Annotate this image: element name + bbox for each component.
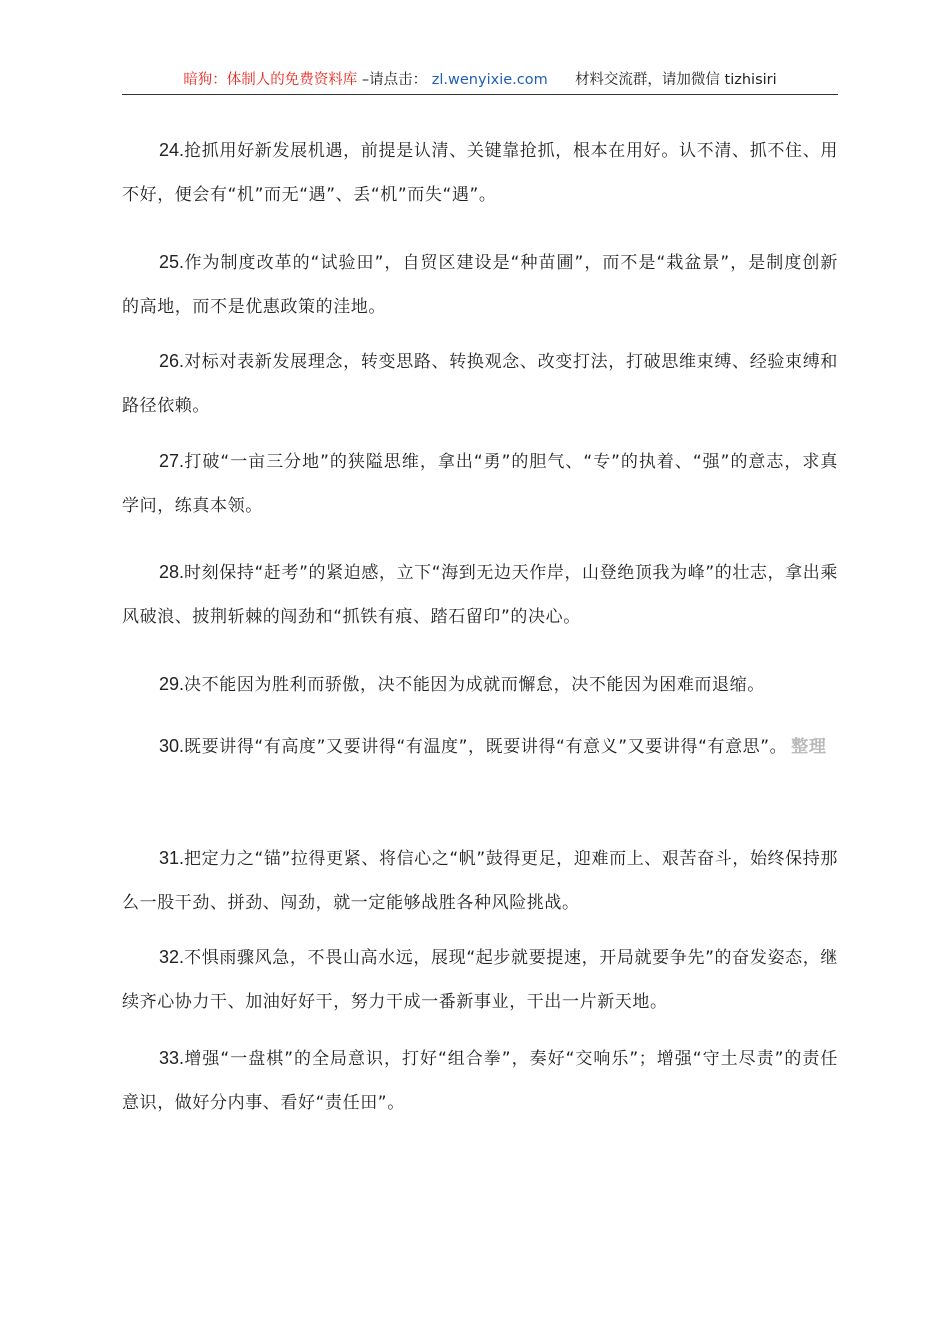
- paragraph-text: 抢抓用好新发展机遇，前提是认清、关键靠抢抓，根本在用好。认不清、抓不住、用不好，便会有“机”而无“遇”、丢“机”而失“遇”。: [122, 141, 838, 205]
- paragraph-text: 作为制度改革的“试验田”，自贸区建设是“种苗圃”，而不是“栽盆景”，是制度创新的高地，而不是优惠政策的洼地。: [122, 253, 838, 317]
- paragraph-24: [122, 128, 838, 217]
- header-brand: 暗狗：体制人的免费资料库: [183, 72, 358, 88]
- paragraph-text: 决不能因为胜利而骄傲，决不能因为成就而懈怠，决不能因为困难而退缩。: [184, 675, 765, 695]
- paragraph-26: [122, 339, 838, 428]
- paragraph-number: 33.: [159, 1048, 185, 1068]
- paragraph-number: 32.: [159, 947, 185, 967]
- paragraph-number: 29.: [159, 674, 185, 694]
- paragraph-number: 30.: [159, 736, 185, 756]
- paragraph-text: 增强“一盘棋”的全局意识，打好“组合拳”，奏好“交响乐”；增强“守土尽责”的责任意识，做好分内事、看好“责任田”。: [122, 1049, 838, 1113]
- paragraph-32: [122, 935, 838, 1024]
- paragraph-text: 对标对表新发展理念，转变思路、转换观念、改变打法，打破思维束缚、经验束缚和路径依赖。: [122, 352, 838, 416]
- paragraph-28: [122, 550, 838, 639]
- paragraph-text: 既要讲得“有高度”又要讲得“有温度”，既要讲得“有意义”又要讲得“有意思”。: [184, 737, 788, 757]
- paragraph-number: 26.: [159, 351, 185, 371]
- page-header: [122, 66, 838, 95]
- paragraph-number: 31.: [159, 848, 185, 868]
- header-url-link[interactable]: zl.wenyixie.com: [431, 72, 548, 88]
- paragraph-text: 把定力之“锚”拉得更紧、将信心之“帆”鼓得更足，迎难而上、艰苦奋斗，始终保持那么一股干劲、拼劲、闯劲，就一定能够战胜各种风险挑战。: [122, 849, 838, 913]
- paragraph-text: 不惧雨骤风急，不畏山高水远，展现“起步就要提速，开局就要争先”的奋发姿态，继续齐心协力干、加油好好干，努力干成一番新事业，干出一片新天地。: [122, 948, 838, 1012]
- paragraph-number: 25.: [159, 252, 185, 272]
- watermark-text: 整理: [791, 737, 827, 757]
- header-group-text: 材料交流群，请加微信 tizhisiri: [574, 72, 777, 88]
- paragraph-number: 27.: [159, 451, 185, 471]
- header-click-prefix: –请点击：: [361, 72, 428, 88]
- paragraph-25: [122, 240, 838, 329]
- paragraph-text: 打破“一亩三分地”的狭隘思维，拿出“勇”的胆气、“专”的执着、“强”的意志，求真学问，练真本领。: [122, 452, 838, 516]
- paragraph-text: 时刻保持“赶考”的紧迫感，立下“海到无边天作岸，山登绝顶我为峰”的壮志，拿出乘风破浪、披荆斩棘的闯劲和“抓铁有痕、踏石留印”的决心。: [122, 563, 838, 627]
- paragraph-27: [122, 439, 838, 528]
- paragraph-29: [122, 662, 838, 707]
- paragraph-number: 28.: [159, 562, 185, 582]
- paragraph-30: [122, 724, 838, 769]
- paragraph-number: 24.: [159, 140, 185, 160]
- paragraph-33: [122, 1036, 838, 1125]
- paragraph-31: [122, 836, 838, 925]
